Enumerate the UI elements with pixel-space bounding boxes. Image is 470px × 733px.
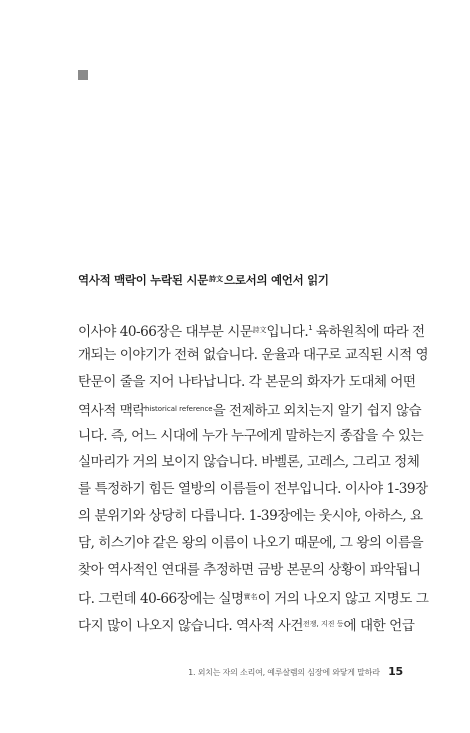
text-line: 탄문이 줄을 지어 나타납니다. 각 본문의 화자가 도대체 어떤 xyxy=(78,373,416,390)
hanja-gloss: 實名 xyxy=(243,592,258,601)
text-line xyxy=(78,584,429,611)
text-line: 개되는 이야기가 전혀 없습니다. 운율과 대구로 교직된 시적 영 xyxy=(78,346,429,363)
text-run: 입니다. xyxy=(266,324,309,340)
heading-hanja: 詩文 xyxy=(209,275,224,283)
hanja-gloss: 詩文 xyxy=(252,326,267,334)
english-gloss: historical reference xyxy=(144,404,213,413)
section-heading xyxy=(78,272,329,288)
footnote-marker: 1 xyxy=(308,324,313,332)
text-line xyxy=(78,315,425,342)
section-marker xyxy=(78,70,88,80)
text-run: 다. 그런데 40-66장에는 실명 xyxy=(78,590,244,607)
text-run: 다지 많이 나오지 않습니다. 역사적 사건 xyxy=(78,617,304,634)
body-paragraph xyxy=(78,315,429,638)
text-line: 실마리가 거의 보이지 않습니다. 바벨론, 고레스, 그리고 정체 xyxy=(78,454,420,471)
text-run: 역사적 맥락 xyxy=(78,402,145,419)
page-number: 15 xyxy=(388,665,403,678)
text-line: 찾아 역사적인 연대를 추정하면 금방 본문의 상황이 파악됩니 xyxy=(78,562,421,579)
heading-text-rest: 으로서의 예언서 읽기 xyxy=(224,273,329,287)
inline-note: 전쟁, 지진 등 xyxy=(303,619,344,628)
text-line xyxy=(78,396,422,423)
running-title: 1. 외치는 자의 소리여, 예루살렘의 심장에 와닿게 말하라 xyxy=(188,668,380,677)
heading-text: 역사적 맥락이 누락된 시문 xyxy=(78,273,209,287)
text-line: 의 분위기와 상당히 다릅니다. 1-39장에는 웃시야, 아하스, 요 xyxy=(78,508,423,525)
text-line: 담, 히스기야 같은 왕의 이름이 나오기 때문에, 그 왕의 이름을 xyxy=(78,535,424,552)
text-run: 이 거의 나오지 않고 지명도 그 xyxy=(257,590,429,607)
text-run: 육하원칙에 따라 전 xyxy=(312,324,425,340)
text-line xyxy=(78,611,415,638)
page-footer xyxy=(188,665,403,678)
text-line: 니다. 즉, 어느 시대에 누가 누구에게 말하는지 종잡을 수 있는 xyxy=(78,427,424,444)
text-run: 을 전제하고 외치는지 알기 쉽지 않습 xyxy=(212,402,422,419)
text-line: 를 특정하기 힘든 열방의 이름들이 전부입니다. 이사야 1-39장 xyxy=(78,481,428,498)
text-run: 에 대한 언급 xyxy=(343,617,415,634)
text-run: 이사야 40-66장은 대부분 시문 xyxy=(78,324,253,340)
